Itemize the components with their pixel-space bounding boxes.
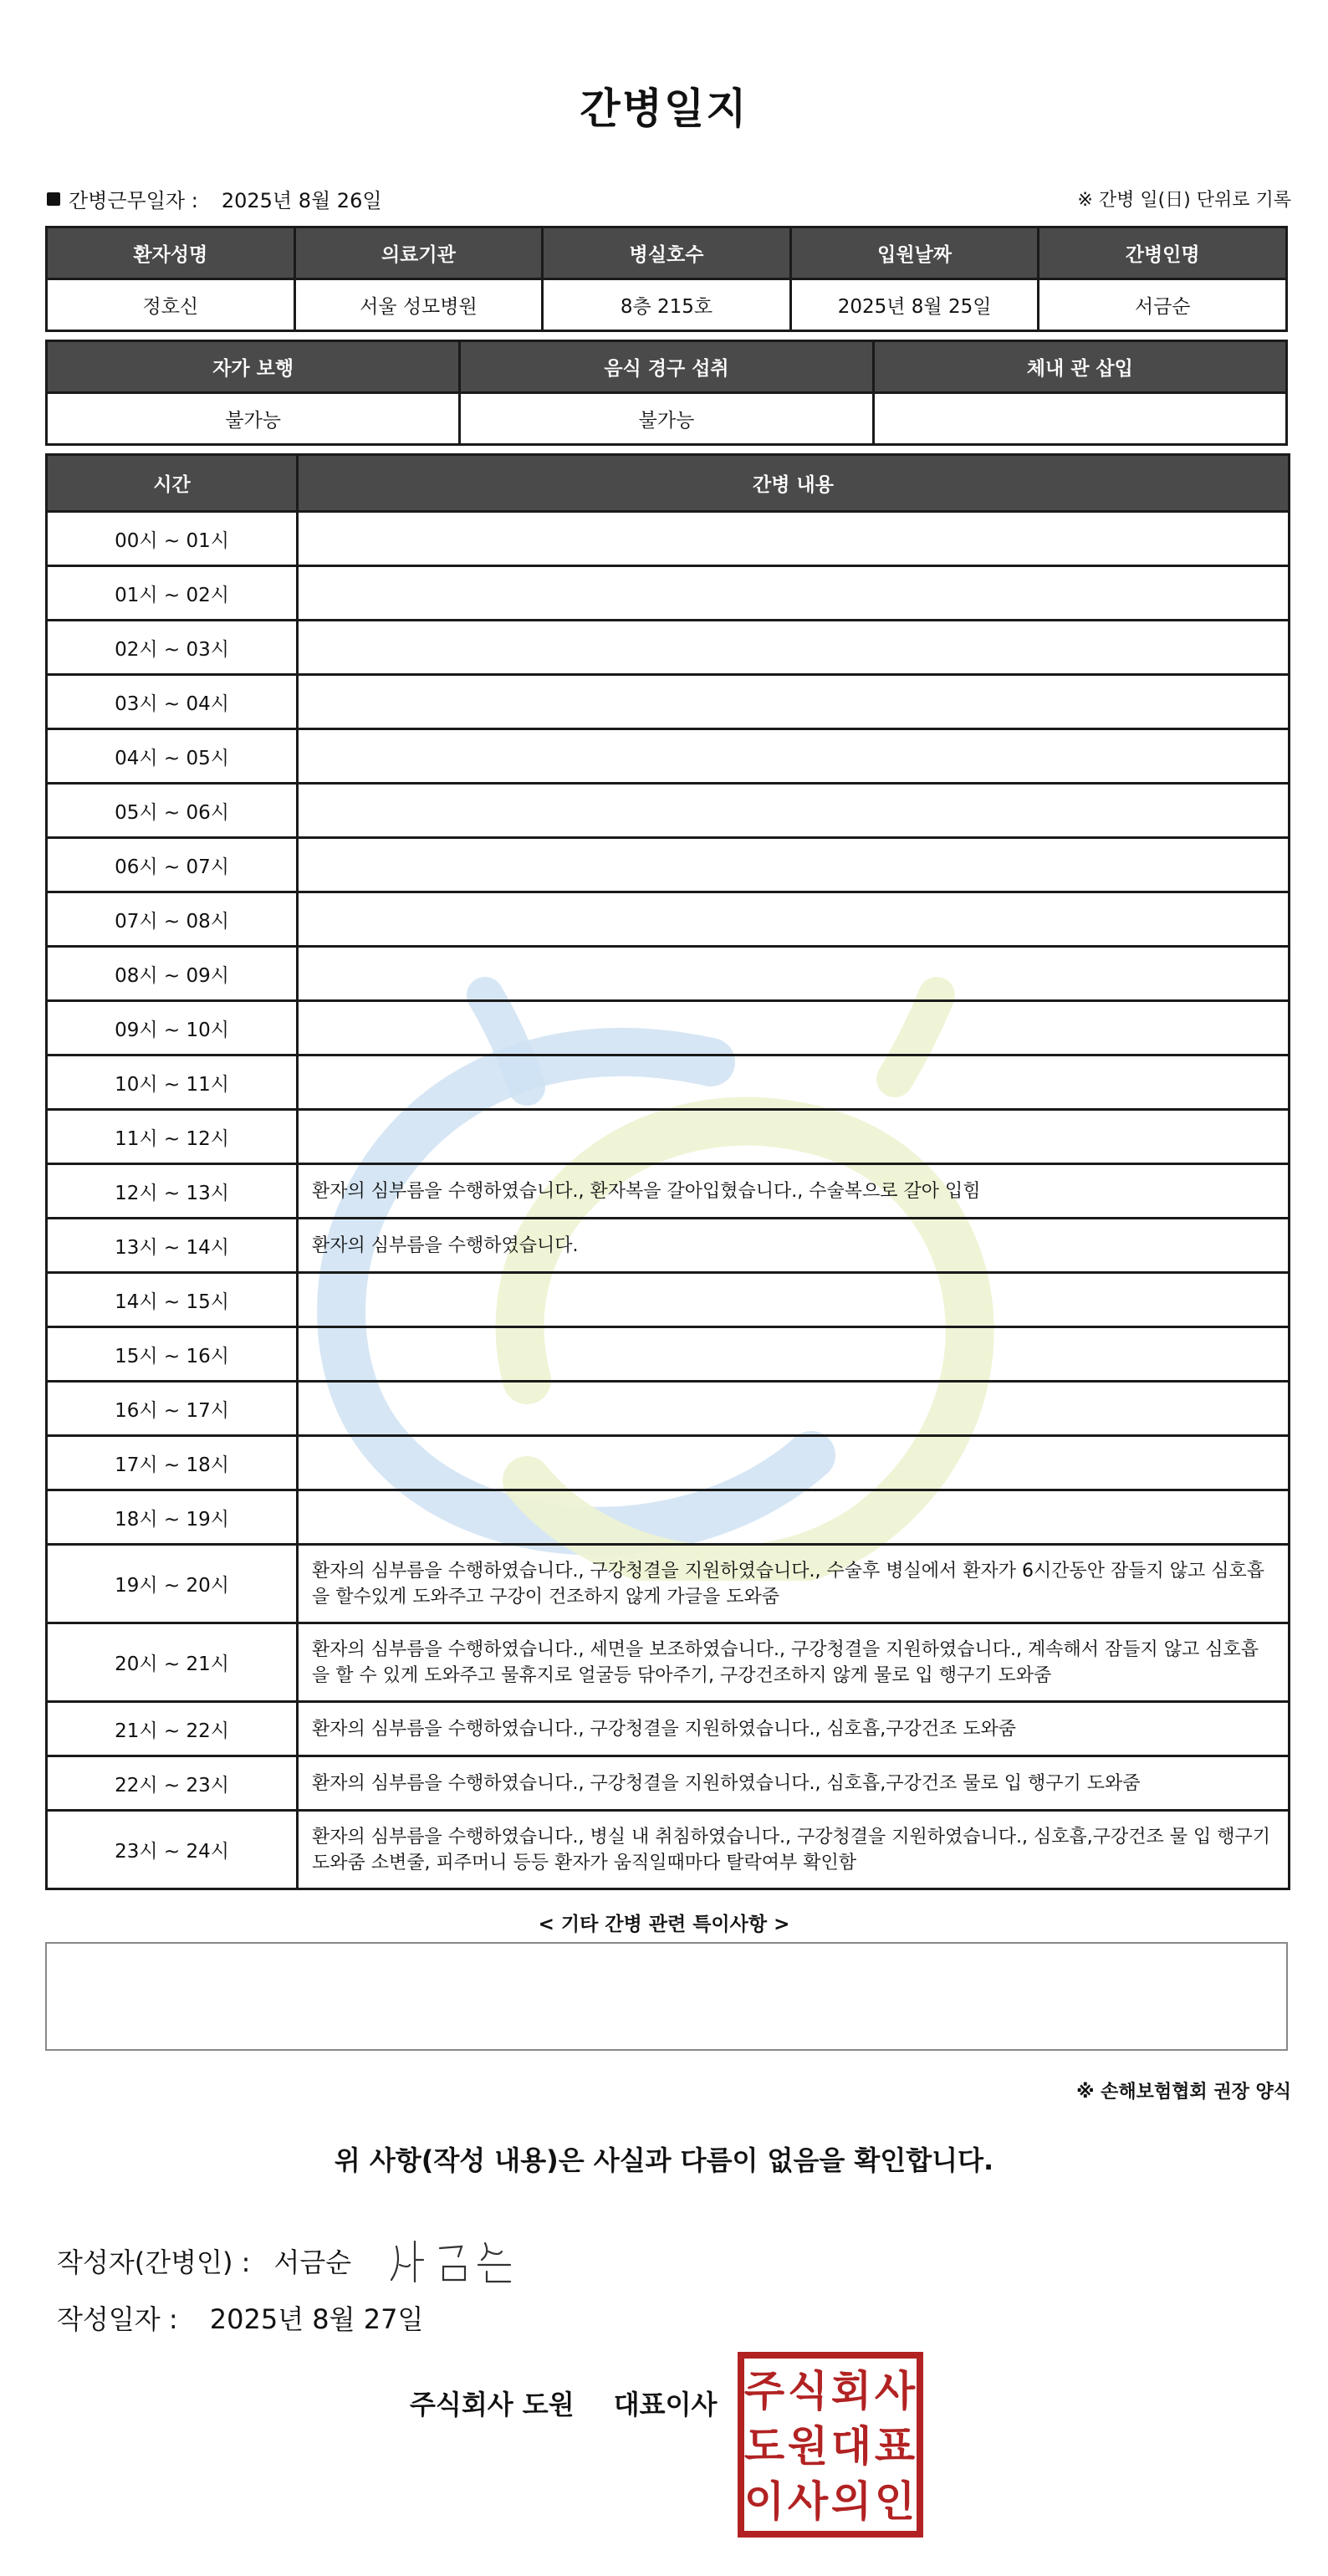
care-log-content	[298, 621, 1290, 675]
care-log-time: 00시 ~ 01시	[47, 512, 298, 566]
care-log-content	[298, 947, 1290, 1001]
work-date-value: 2025년 8월 26일	[221, 189, 382, 212]
seal-character: 사	[787, 2476, 829, 2526]
seal-character: 원	[787, 2421, 829, 2471]
care-log-content	[298, 1110, 1290, 1164]
care-log-time: 07시 ~ 08시	[47, 892, 298, 947]
care-log-time: 06시 ~ 07시	[47, 838, 298, 892]
special-notes-box	[45, 1942, 1288, 2051]
header-oral-intake: 음식 경구 섭취	[460, 341, 873, 393]
care-log-time: 21시 ~ 22시	[47, 1702, 298, 1756]
seal-character: 도	[743, 2421, 785, 2471]
care-log-time: 09시 ~ 10시	[47, 1001, 298, 1055]
care-log-row	[47, 838, 1290, 892]
care-log-row	[47, 1273, 1290, 1327]
company-seal-stamp	[736, 2350, 925, 2539]
care-log-row	[47, 1164, 1290, 1219]
care-log-time: 04시 ~ 05시	[47, 729, 298, 784]
care-log-row	[47, 1382, 1290, 1436]
care-log-content	[298, 1001, 1290, 1055]
special-notes-title: < 기타 간병 관련 특이사항 >	[538, 1914, 790, 1935]
header-caregiver-name: 간병인명	[1039, 227, 1287, 279]
care-log-time: 12시 ~ 13시	[47, 1164, 298, 1219]
care-log-content: 환자의 심부름을 수행하였습니다., 구강청결을 지원하였습니다., 수술후 병실에서 환자가 6시간동안 잠들지 않고 심호흡을 할수있게 도와주고 구강이 건조하지 않게 가글을 도와줌	[298, 1545, 1290, 1623]
care-log-row	[47, 947, 1290, 1001]
writer-name: 서금순	[273, 2246, 352, 2278]
care-log-time: 13시 ~ 14시	[47, 1219, 298, 1273]
care-log-content	[298, 784, 1290, 838]
header-patient-name: 환자성명	[47, 227, 295, 279]
record-unit-note: ※ 간병 일(日) 단위로 기록	[1077, 190, 1291, 211]
caregiver-name-value: 서금순	[1039, 279, 1287, 331]
care-log-time: 15시 ~ 16시	[47, 1327, 298, 1382]
self-walking-value: 불가능	[47, 393, 460, 445]
care-log-time: 19시 ~ 20시	[47, 1545, 298, 1623]
care-log-content	[298, 1273, 1290, 1327]
care-log-content	[298, 1055, 1290, 1110]
care-log-time: 11시 ~ 12시	[47, 1110, 298, 1164]
header-tube-insertion: 체내 관 삽입	[873, 341, 1286, 393]
seal-character: 의	[830, 2476, 872, 2526]
care-log-time: 05시 ~ 06시	[47, 784, 298, 838]
header-time: 시간	[47, 455, 298, 512]
patient-info-header-row	[47, 227, 1287, 279]
care-log-row	[47, 1490, 1290, 1545]
care-log-row	[47, 512, 1290, 566]
seal-character: 사	[874, 2366, 916, 2415]
patient-status-value-row	[47, 393, 1287, 445]
care-log-row	[47, 1702, 1290, 1756]
care-log-row	[47, 1756, 1290, 1811]
patient-name-value: 정호신	[47, 279, 295, 331]
care-log-row	[47, 1811, 1290, 1889]
writer-label: 작성자(간병인) :	[57, 2246, 251, 2278]
care-log-content	[298, 675, 1290, 729]
hospital-value: 서울 성모병원	[294, 279, 543, 331]
care-log-time: 18시 ~ 19시	[47, 1490, 298, 1545]
care-log-time: 16시 ~ 17시	[47, 1382, 298, 1436]
work-date-row	[47, 184, 382, 213]
company-role: 대표이사	[613, 2389, 718, 2420]
care-log-content	[298, 566, 1290, 621]
bullet-square-icon	[47, 192, 60, 206]
care-log-row	[47, 784, 1290, 838]
header-admission-date: 입원날짜	[790, 227, 1039, 279]
care-log-row	[47, 1327, 1290, 1382]
care-log-content: 환자의 심부름을 수행하였습니다., 구강청결을 지원하였습니다., 심호흡,구강건조 도와줌	[298, 1702, 1290, 1756]
care-log-row	[47, 566, 1290, 621]
care-log-content: 환자의 심부름을 수행하였습니다., 세면을 보조하였습니다., 구강청결을 지원하였습니다., 계속해서 잠들지 않고 심호흡을 할 수 있게 도와주고 물휴지로 얼굴등 닦아주기, 구강건조하지 않게 물로 입 행구기 도와줌	[298, 1623, 1290, 1702]
care-log-time: 14시 ~ 15시	[47, 1273, 298, 1327]
care-log-time: 10시 ~ 11시	[47, 1055, 298, 1110]
header-care-content: 간병 내용	[298, 455, 1290, 512]
admission-date-value: 2025년 8월 25일	[790, 279, 1039, 331]
care-log-content	[298, 1436, 1290, 1490]
care-log-body	[47, 512, 1290, 1889]
seal-character: 회	[830, 2366, 872, 2415]
care-log-row	[47, 1545, 1290, 1623]
care-log-content	[298, 1382, 1290, 1436]
header-room: 병실호수	[543, 227, 791, 279]
care-log-content: 환자의 심부름을 수행하였습니다., 구강청결을 지원하였습니다., 심호흡,구강건조 물로 입 행구기 도와줌	[298, 1756, 1290, 1811]
work-date-label: 간병근무일자 :	[69, 189, 198, 212]
form-source-note: ※ 손해보험협회 권장 양식	[1076, 2082, 1291, 2103]
care-log-time: 08시 ~ 09시	[47, 947, 298, 1001]
seal-character: 표	[874, 2421, 916, 2471]
seal-character: 이	[743, 2476, 785, 2526]
care-log-row	[47, 1623, 1290, 1702]
header-hospital: 의료기관	[294, 227, 543, 279]
oral-intake-value: 불가능	[460, 393, 873, 445]
care-log-row	[47, 1001, 1290, 1055]
writer-row	[57, 2231, 544, 2290]
care-log-content: 환자의 심부름을 수행하였습니다., 병실 내 취침하였습니다., 구강청결을 지원하였습니다., 심호흡,구강건조 물 입 행구기 도와줌 소변줄, 피주머니 등등 환자가 움직일때마다 탈락여부 확인함	[298, 1811, 1290, 1889]
care-log-time: 03시 ~ 04시	[47, 675, 298, 729]
care-log-content	[298, 1327, 1290, 1382]
room-value: 8층 215호	[543, 279, 791, 331]
care-log-row	[47, 1055, 1290, 1110]
care-log-content: 환자의 심부름을 수행하였습니다., 환자복을 갈아입혔습니다., 수술복으로 갈아 입힘	[298, 1164, 1290, 1219]
care-log-content	[298, 729, 1290, 784]
care-log-time: 20시 ~ 21시	[47, 1623, 298, 1702]
care-log-row	[47, 729, 1290, 784]
confirmation-statement: 위 사항(작성 내용)은 사실과 다름이 없음을 확인합니다.	[334, 2144, 994, 2176]
company-name: 주식회사 도원	[410, 2389, 575, 2420]
tube-insertion-value	[873, 393, 1286, 445]
seal-character: 식	[787, 2366, 829, 2415]
care-log-content	[298, 838, 1290, 892]
care-log-time: 17시 ~ 18시	[47, 1436, 298, 1490]
care-log-row	[47, 1219, 1290, 1273]
write-date-label: 작성일자 :	[57, 2303, 178, 2335]
care-log-time: 23시 ~ 24시	[47, 1811, 298, 1889]
care-log-content	[298, 1490, 1290, 1545]
page-title: 간병일지	[580, 84, 748, 133]
care-log-row	[47, 675, 1290, 729]
care-log-content	[298, 512, 1290, 566]
handwritten-signature	[385, 2231, 544, 2290]
patient-status-table	[45, 340, 1288, 446]
care-log-header-row	[47, 455, 1290, 512]
seal-character: 주	[743, 2366, 785, 2415]
care-log-content	[298, 892, 1290, 947]
seal-character: 인	[874, 2476, 916, 2526]
care-log-time: 01시 ~ 02시	[47, 566, 298, 621]
care-log-time: 02시 ~ 03시	[47, 621, 298, 675]
care-log-content: 환자의 심부름을 수행하였습니다.	[298, 1219, 1290, 1273]
seal-character: 대	[830, 2421, 872, 2471]
care-log-row	[47, 892, 1290, 947]
care-log-table	[45, 453, 1290, 1890]
care-log-row	[47, 1110, 1290, 1164]
header-self-walking: 자가 보행	[47, 341, 460, 393]
care-log-row	[47, 621, 1290, 675]
patient-info-table	[45, 226, 1288, 332]
patient-status-header-row	[47, 341, 1287, 393]
patient-info-value-row	[47, 279, 1287, 331]
write-date-row	[57, 2298, 423, 2337]
company-signature-block	[410, 2384, 717, 2422]
care-log-time: 22시 ~ 23시	[47, 1756, 298, 1811]
care-log-row	[47, 1436, 1290, 1490]
write-date-value: 2025년 8월 27일	[209, 2303, 424, 2335]
